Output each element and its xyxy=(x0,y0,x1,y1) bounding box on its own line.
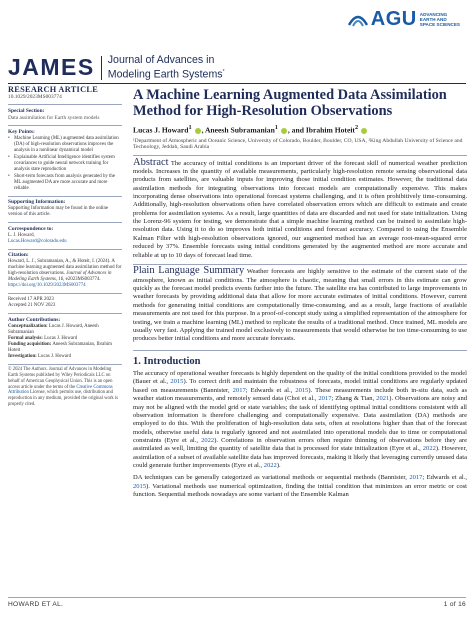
contribution-who: Lucas J. Howard, Aneesh Subramanian xyxy=(8,323,99,335)
sidebar xyxy=(8,87,122,408)
intro-text: ). Observations are noisy and may not be aligned with the model grid or state variables; the task of identifying optimal initial conditions consistent with all observation information is therefore challenging and computationally expensive. Data assimilation (DA) methods are employed to do this. With the proliferation of high-resolution data sets, often at resolutions higher than that of the forecast models, otherwise useful data is regularly ignored and not assimilated into operational models due to time or computational constraints (Eyre et al., xyxy=(133,395,468,444)
copyright-notice xyxy=(8,367,122,408)
contribution-item xyxy=(8,342,122,354)
agu-tagline-line: EARTH AND xyxy=(419,16,447,22)
header-band xyxy=(0,0,474,92)
contribution-who: Aneesh Subramanian, Ibrahim Hoteit xyxy=(8,341,112,353)
intro-heading: 1. Introduction xyxy=(133,356,201,368)
intro-paragraph xyxy=(133,474,467,499)
citation-link[interactable]: 2017 xyxy=(318,395,332,403)
sidebar-divider xyxy=(8,249,122,250)
contributions-head: Author Contributions: xyxy=(8,316,61,323)
sidebar-divider xyxy=(8,313,122,314)
author-affil-sup: 1 xyxy=(274,124,278,131)
key-point: • Machine Learning (ML) augmented data assimilation (DA) of high-resolution observations improves the analysis in a nonlinear dynamical model xyxy=(8,136,122,154)
affiliations: ¹Department of Atmospheric and Oceanic Science, University of Colorado, Boulder, Boulder, CO, USA, ²King Abdullah University of Science and Technology, Jeddah, Saudi Arabia xyxy=(133,137,463,151)
article-type: RESEARCH ARTICLE xyxy=(8,85,99,94)
header-divider xyxy=(8,83,466,84)
intro-text: ). To correct drift and maintain the robustness of forecasts, model initial conditions are regularly updated based on measurements (Bannister, xyxy=(133,378,468,394)
sidebar-divider xyxy=(8,222,122,223)
agu-logo[interactable] xyxy=(347,8,460,31)
journal-divider xyxy=(101,56,102,80)
key-point: • Explainable Artificial Intelligence identifies system covariances to guide neural network training for analysis state reproduction xyxy=(8,155,122,173)
sidebar-divider xyxy=(8,196,122,197)
main-divider xyxy=(133,264,467,265)
intro-text: ). Variational methods use numerical optimization, finding the initial condition that minimizes an error metric or cost function. Sequential methods nowadays are some variant of the Ensemble Kalman xyxy=(133,482,467,498)
citation-link[interactable]: 2021 xyxy=(376,395,390,403)
correspondence-head: Correspondence to: xyxy=(8,225,54,232)
author-name[interactable]: and Ibrahim Hoteit xyxy=(291,125,355,135)
author-name[interactable]: Lucas J. Howard xyxy=(133,125,189,135)
citation-doi-link[interactable]: https://doi.org/10.1029/2023MS003774 xyxy=(8,283,86,289)
plain-language-summary xyxy=(133,267,467,343)
special-section-text[interactable]: Data assimilation for Earth system models xyxy=(8,114,100,121)
agu-logo-text: AGU xyxy=(370,8,417,30)
citation-link[interactable]: 2015 xyxy=(295,386,309,394)
supporting-info-text: Supporting Information may be found in the online version of this article. xyxy=(8,206,109,218)
abstract-text: The accuracy of initial conditions is an important driver of the forecast skill of numerical weather prediction models. Increases in the quantity of available measurements, particularly high-resolution remote sensing observational data products from satellites, are valuable inputs for improving those initial condition estimates. However, the traditional data assimilation methods for integrating observations into forecast models are computationally expensive. This makes incorporating dense observations into operational forecast systems challenging, and it is often prohibitively time-consuming. Additionally, high-resolution observations often have correlated observation errors which are difficult to estimate and create problems for assimilation systems. As a result, large quantities of data are discarded and not used for state initialization. Using the Lorenz-96 system for testing, we demonstrate that a simple machine learning method can be trained to assimilate high-resolution data. Using it to do so improves both initial conditions and forecast accuracy. Compared to using the Ensemble Kalman Filter with high-resolution observations ignored, our augmented method has an average root-mean-squared error reduced by 37%. Ensemble forecasts using initial conditions generated by the augmented method are more accurate and reliable at up to 10 days of forecast lead time. xyxy=(133,159,467,259)
intro-text: The accuracy of operational weather forecasts is highly dependent on the quality of the initial conditions provided to the model (Bauer et al., xyxy=(133,370,467,386)
intro-text: ; Edwards et al., xyxy=(245,386,293,394)
plain-summary-text: Weather forecasts are highly sensitive to the estimate of the current state of the atmosphere, known as initial conditions. The atmosphere is chaotic, meaning that small errors in this estimate can grow quickly as the forecast model predicts events further into the future. The satellite era has contributed to large improvements in weather forecasts by providing additional data that allow for more accurate estimates of initial conditions. However, current methods for generating initial conditions are computationally time-consuming, and as a result, large fractions of available measurements are not used for this purpose. In a proof-of-concept study using a simplified representation of the atmosphere for testing, we train a machine learning (ML) method to replicate the results of a traditional method. Once trained, ML models are usually very fast. Applying the trained model exclusively to measurements that would otherwise be too time-consuming to use produces better initial conditions and more accurate forecasts. xyxy=(133,268,467,343)
correspondence-email-link[interactable]: Lucas.Howard@colorado.edu xyxy=(8,238,67,244)
citation-link[interactable]: 2022 xyxy=(263,461,277,469)
author-affil-sup: 2 xyxy=(354,124,359,131)
contribution-who: Lucas J. Howard xyxy=(44,335,78,341)
citation-link[interactable]: 2015 xyxy=(170,378,184,386)
author-list: Lucas J. Howard$^1$ , Aneesh Subramanian$^1$ , and Ibrahim Hoteit$^2$ xyxy=(133,124,467,135)
intro-text: ; Zhang & Tian, xyxy=(331,395,375,403)
contribution-item xyxy=(8,354,122,360)
agu-globe-icon xyxy=(347,11,369,29)
journal-name xyxy=(108,54,225,81)
citation-link[interactable]: 2022 xyxy=(201,436,215,444)
sidebar-divider xyxy=(8,364,122,365)
journal-masthead[interactable] xyxy=(8,54,225,81)
journal-name-text: Modeling Earth Systems xyxy=(107,68,223,81)
article-title: A Machine Learning Augmented Data Assimilation Method for High-Resolution Observations xyxy=(133,87,447,119)
journal-name-line: Journal of Advances in xyxy=(107,54,215,67)
agu-tagline-line: SPACE SCIENCES xyxy=(419,22,460,28)
citation-link[interactable]: 2017 xyxy=(232,386,246,394)
journal-name-line xyxy=(108,66,225,81)
citation-part: Howard, L. J., Subramanian, A., & Hoteit, I. (2024). A machine learning augmented data assimilation method for high-resolution observations. xyxy=(8,259,122,277)
page-footer xyxy=(8,601,466,608)
citation-link[interactable]: 2015 xyxy=(133,482,147,490)
intro-text: DA techniques can be generally categorized as variational methods or sequential methods (Bannister, xyxy=(133,474,407,482)
agu-tagline-line: ADVANCING xyxy=(419,11,448,17)
citation-volume: 16, xyxy=(58,277,65,283)
citation-journal: Journal of Advances in Modeling Earth Systems, xyxy=(8,271,112,283)
agu-tagline xyxy=(420,12,460,28)
key-point: • Short-term forecasts from analysis generated by the ML augmented DA are more accurate and more reliable xyxy=(8,174,122,192)
citation-part: e2023MS003774. xyxy=(65,277,101,283)
footer-divider xyxy=(8,597,466,598)
contribution-item xyxy=(8,324,122,336)
author-name[interactable]: Aneesh Subramanian xyxy=(204,125,275,135)
contribution-role: Formal analysis: xyxy=(8,335,43,341)
creative-commons-link[interactable]: Creative Commons Attribution xyxy=(8,384,113,396)
key-points-head: Key Points: xyxy=(8,128,35,135)
contribution-role: Investigation: xyxy=(8,353,37,359)
intro-text: ). However, assimilation of a subset of available satellite data has improved forecasts, making it likely that leveraging currently unused data could generate further improvements (Eyre et al., xyxy=(133,445,467,469)
journal-trademark: * xyxy=(222,69,225,76)
sidebar-divider xyxy=(8,125,122,126)
key-points-list xyxy=(8,136,122,192)
contribution-who: Lucas J. Howard xyxy=(38,353,72,359)
citation-head: Citation: xyxy=(8,252,29,259)
abstract xyxy=(133,156,467,260)
author-affil-sup: 1 xyxy=(188,124,192,131)
orcid-icon[interactable] xyxy=(281,128,287,134)
main-divider xyxy=(133,155,467,156)
citation-text xyxy=(8,259,122,289)
page-number: 1 of 16 xyxy=(443,601,466,608)
sidebar-divider xyxy=(8,104,122,105)
copyright-part: License, which permits use, distribution and reproduction in any medium, provided the original work is properly cited. xyxy=(8,390,119,408)
orcid-icon[interactable] xyxy=(361,128,367,134)
accepted-date: Accepted 21 NOV 2023 xyxy=(8,303,56,309)
intro-paragraph xyxy=(133,370,467,470)
journal-abbr: JAMES xyxy=(8,54,95,80)
main-divider xyxy=(133,350,467,351)
intro-text: ). Correlations in observation errors often require thinning of observations before they are assimilated as well, limiting the quantity of satellite data that is processed for state initialization (Eyre et al., xyxy=(133,436,468,453)
intro-text: ; Edwards et al., xyxy=(422,474,467,482)
correspondence-name: L. J. Howard, xyxy=(8,232,35,238)
copyright-part: © 2024 The Authors. Journal of Advances in Modeling Earth Systems published by Wiley Periodicals LLC on behalf of American Geophysical Union. This is an open access article under the terms of the xyxy=(8,367,113,390)
supporting-info-head: Supporting Information: xyxy=(8,199,66,206)
citation-link[interactable]: 2022 xyxy=(422,445,436,453)
orcid-icon[interactable] xyxy=(195,128,201,134)
citation-link[interactable]: 2017 xyxy=(409,474,423,482)
contribution-role: Conceptualization: xyxy=(8,323,48,329)
special-section-head: Special Section: xyxy=(8,107,45,114)
article-doi[interactable]: 10.1029/2023MS003774 xyxy=(8,94,62,100)
plain-summary-head: Plain Language Summary xyxy=(133,265,245,277)
sidebar-divider xyxy=(8,293,122,294)
intro-text: ). These measurements include both in-situ data, such as weather station measurements, and remotely sensed data (Choi et al., xyxy=(133,386,468,403)
article-main xyxy=(133,87,467,499)
footer-authors: HOWARD ET AL. xyxy=(8,601,64,608)
abstract-head: Abstract xyxy=(133,156,169,168)
intro-text: ). xyxy=(276,461,281,469)
contribution-role: Funding acquisition: xyxy=(8,341,52,347)
received-date: Received 17 APR 2023 xyxy=(8,297,54,303)
